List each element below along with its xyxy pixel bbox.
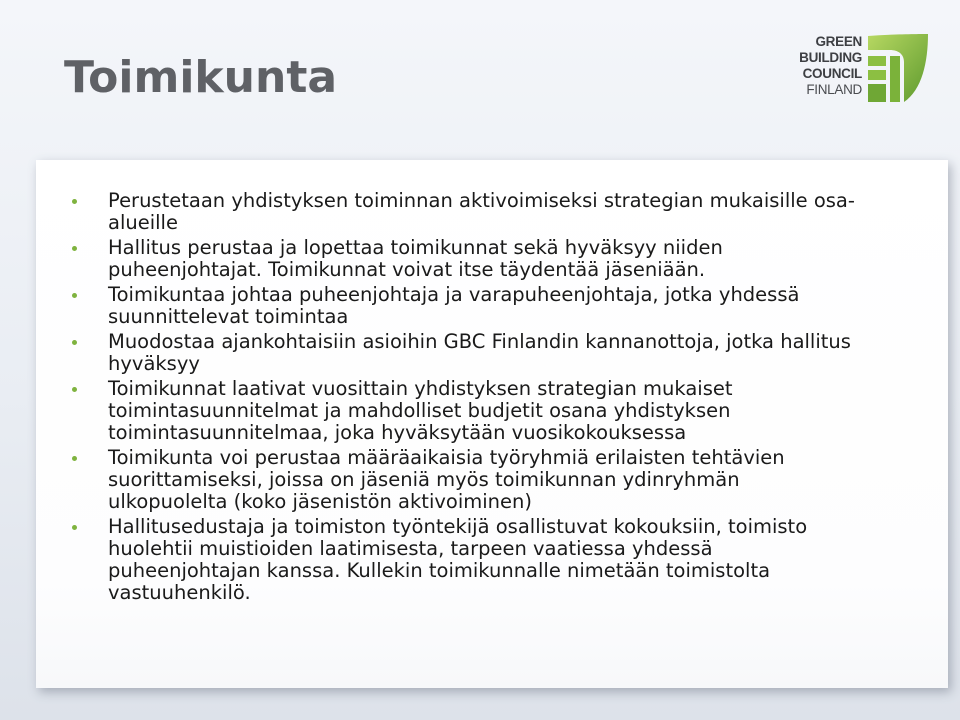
bullet-text: Toimikunnat laativat vuosittain yhdistyksen strategian mukaiset toimintasuunnitelmat ja mahdolliset budjetit osana yhdistyksen toimintasuunnitelmaa, joka hyväksytään vuosikokouksessa xyxy=(108,377,733,444)
bullet-text: Toimikuntaa johtaa puheenjohtaja ja varapuheenjohtaja, jotka yhdessä suunnittelevat toimintaa xyxy=(108,283,800,328)
logo-wordmark xyxy=(792,34,862,98)
bullet-dot-icon xyxy=(72,525,77,530)
list-item xyxy=(0,447,900,513)
list-item xyxy=(0,237,900,281)
logo-line-green: GREEN xyxy=(815,34,862,49)
list-item xyxy=(0,190,900,234)
bullet-text: Hallitusedustaja ja toimiston työntekijä osallistuvat kokouksiin, toimisto huolehtii muistioiden laatimisesta, tarpeen vaatiessa yhdessä puheenjohtajan kanssa. Kullekin toimikunnalle nimetään toimistolta vastuuhenkilö. xyxy=(108,515,808,604)
list-item xyxy=(0,378,900,444)
logo-line-building: BUILDING xyxy=(799,50,862,65)
bullet-text: Toimikunta voi perustaa määräaikaisia työryhmiä erilaisten tehtävien suorittamiseksi, joissa on jäseniä myös toimikunnan ydinryhmän ulkopuolelta (koko jäsenistön aktivoiminen) xyxy=(108,446,785,513)
bullet-text: Muodostaa ajankohtaisiin asioihin GBC Finlandin kannanottoja, jotka hallitus hyväksyy xyxy=(108,330,851,375)
logo-line-finland: FINLAND xyxy=(806,82,862,97)
bullet-text: Hallitus perustaa ja lopettaa toimikunnat sekä hyväksyy niiden puheenjohtajat. Toimikunnat voivat itse täydentää jäseniään. xyxy=(108,236,723,281)
bullet-dot-icon xyxy=(72,456,77,461)
bullet-list xyxy=(0,190,900,607)
logo-line-council: COUNCIL xyxy=(802,66,862,81)
gbc-finland-logo xyxy=(792,32,938,106)
bullet-dot-icon xyxy=(72,246,77,251)
bullet-dot-icon xyxy=(72,293,77,298)
bullet-dot-icon xyxy=(72,199,77,204)
bullet-dot-icon xyxy=(72,387,77,392)
list-item xyxy=(0,516,900,604)
list-item xyxy=(0,331,900,375)
slide-title: Toimikunta xyxy=(64,52,338,103)
bullet-dot-icon xyxy=(72,340,77,345)
gbc-leaf-mark-icon xyxy=(864,32,930,104)
list-item xyxy=(0,284,900,328)
bullet-text: Perustetaan yhdistyksen toiminnan aktivoimiseksi strategian mukaisille osa-alueille xyxy=(108,189,855,234)
